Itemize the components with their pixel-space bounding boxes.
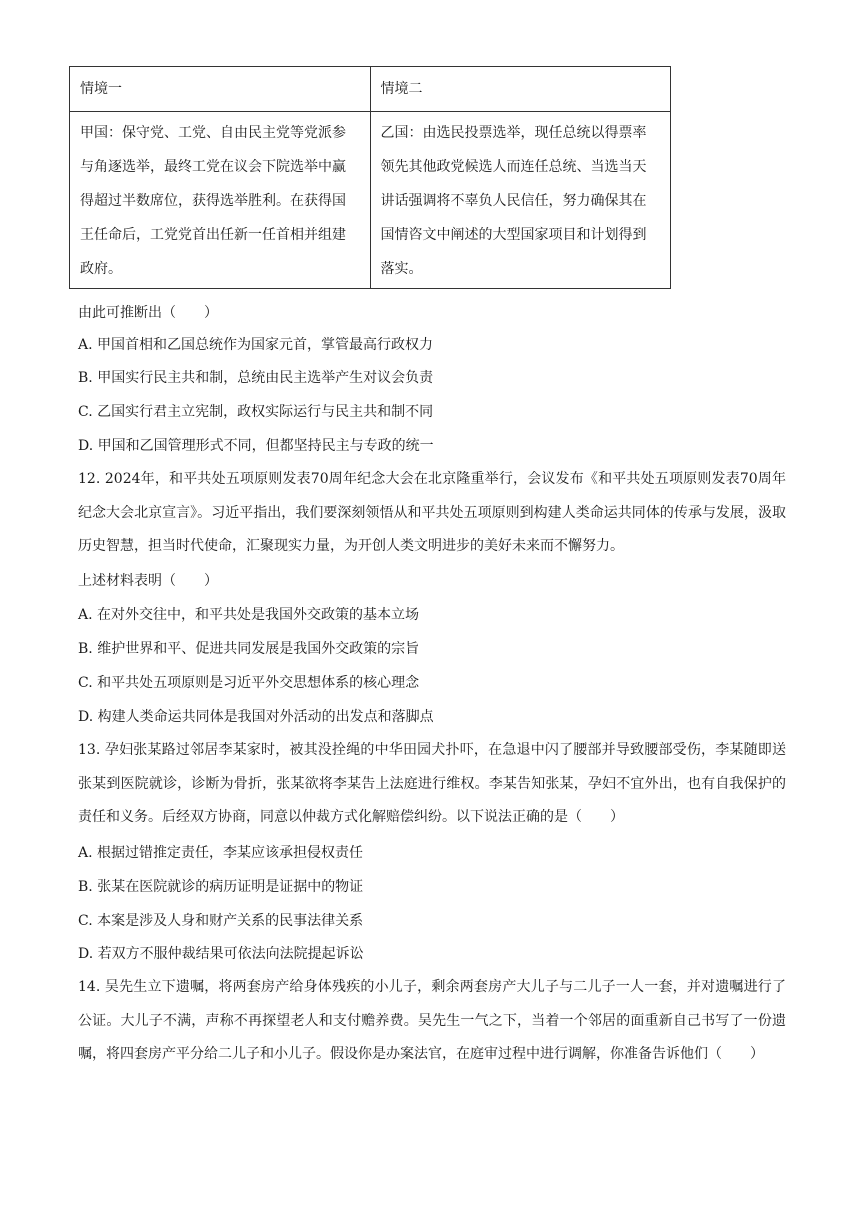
scenario-1-header: 情境一 [70, 67, 371, 112]
q13-option-d: D. 若双方不服仲裁结果可依法向法院提起诉讼 [78, 946, 364, 962]
q13-stem: 13. 孕妇张某路过邻居李某家时，被其没拴绳的中华田园犬扑吓，在急退中闪了腰部并导致腰部受伤，李某随即送张某到医院就诊，诊断为骨折，张某欲将李某告上法庭进行维权。李某告知张某，孕妇不宜外出，也有自我保护的责任和义务。后经双方协商，同意以仲裁方式化解赔偿纠纷。以下说法正确的是（ ） [78, 742, 786, 825]
q12-option-a: A. 在对外交往中，和平共处是我国外交政策的基本立场 [78, 607, 420, 623]
q12-option-d: D. 构建人类命运共同体是我国对外活动的出发点和落脚点 [78, 709, 434, 725]
q13-option-c: C. 本案是涉及人身和财产关系的民事法律关系 [78, 913, 364, 929]
scenario-2-header: 情境二 [370, 67, 671, 112]
q11-option-b: B. 甲国实行民主共和制，总统由民主选举产生对议会负责 [78, 370, 434, 386]
scenario-1-text: 甲国：保守党、工党、自由民主党等党派参与角逐选举，最终工党在议会下院选举中赢得超过半数席位，获得选举胜利。在获得国王任命后，工党党首出任新一任首相并组建政府。 [70, 112, 371, 289]
q12-option-b: B. 维护世界和平、促进共同发展是我国外交政策的宗旨 [78, 641, 420, 657]
q12-stem: 12. 2024年，和平共处五项原则发表70周年纪念大会在北京隆重举行，会议发布《和平共处五项原则发表70周年纪念大会北京宣言》。习近平指出，我们要深刻领悟从和平共处五项原则到构建人类命运共同体的传承与发展，汲取历史智慧，担当时代使命，汇聚现实力量，为开创人类文明进步的美好未来而不懈努力。 [78, 471, 786, 554]
q12-prompt: 上述材料表明（ ） [78, 573, 218, 589]
q13-option-b: B. 张某在医院就诊的病历证明是证据中的物证 [78, 879, 364, 895]
scenario-2-text: 乙国：由选民投票选举，现任总统以得票率领先其他政党候选人而连任总统、当选当天讲话强调将不辜负人民信任，努力确保其在国情咨文中阐述的大型国家项目和计划得到落实。 [370, 112, 671, 289]
q14-stem: 14. 吴先生立下遗嘱，将两套房产给身体残疾的小儿子，剩余两套房产大儿子与二儿子一人一套，并对遗嘱进行了公证。大儿子不满，声称不再探望老人和支付赡养费。吴先生一气之下，当着一个邻居的面重新自己书写了一份遗嘱，将四套房产平分给二儿子和小儿子。假设你是办案法官，在庭审过程中进行调解，你准备告诉他们（ ） [78, 979, 786, 1062]
scenario-table [69, 66, 671, 289]
q11-option-a: A. 甲国首相和乙国总统作为国家元首，掌管最高行政权力 [78, 337, 434, 353]
q13-option-a: A. 根据过错推定责任，李某应该承担侵权责任 [78, 845, 364, 861]
q12-option-c: C. 和平共处五项原则是习近平外交思想体系的核心理念 [78, 675, 420, 691]
q11-stem: 由此可推断出（ ） [78, 305, 218, 321]
q11-option-d: D. 甲国和乙国管理形式不同，但都坚持民主与专政的统一 [78, 438, 434, 454]
q11-option-c: C. 乙国实行君主立宪制，政权实际运行与民主共和制不同 [78, 404, 434, 420]
